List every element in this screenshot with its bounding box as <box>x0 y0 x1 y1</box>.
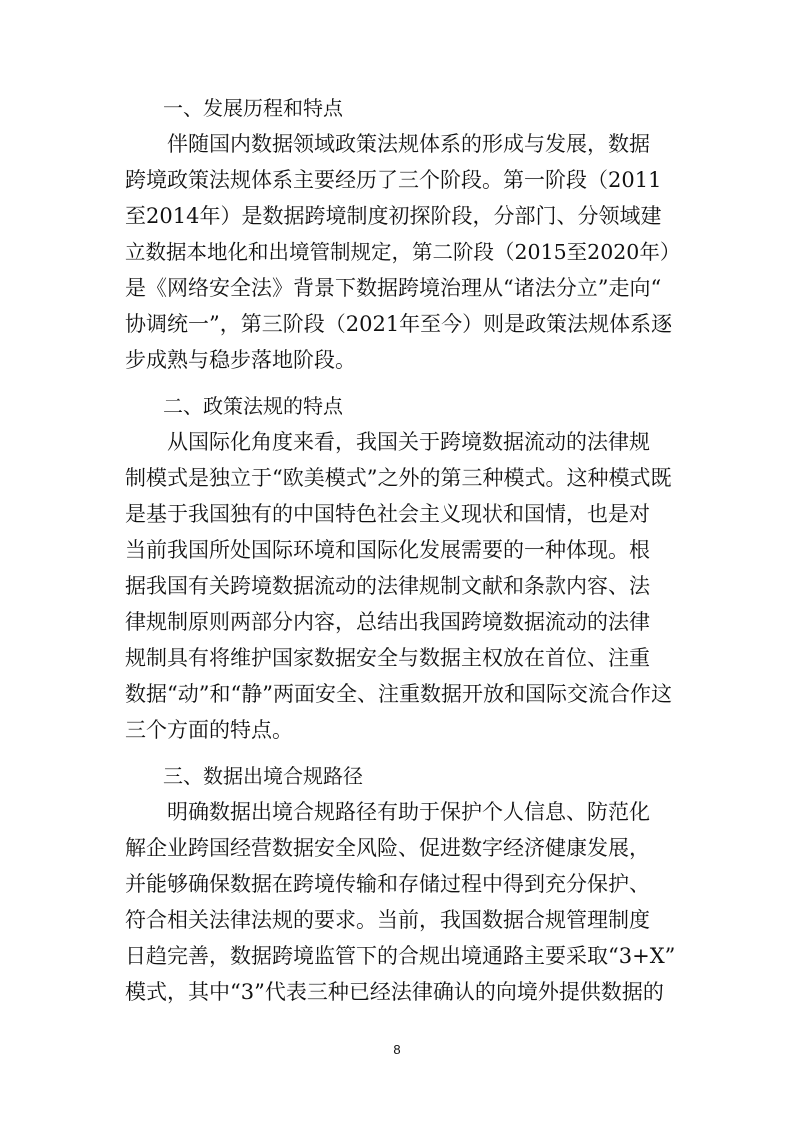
paragraph-line: 制模式是独立于“欧美模式”之外的第三种模式。这种模式既 <box>125 466 672 490</box>
paragraph-line: 协调统一”，第三阶段（2021年至今）则是政策法规体系逐 <box>125 312 673 336</box>
page-number: 8 <box>393 1042 401 1057</box>
paragraph-line: 至2014年）是数据跨境制度初探阶段，分部门、分领域建 <box>125 204 662 228</box>
paragraph-line: 是基于我国独有的中国特色社会主义现状和国情，也是对 <box>125 502 650 526</box>
paragraph-line: 规制具有将维护国家数据安全与数据主权放在首位、注重 <box>125 646 650 670</box>
paragraph-line: 明确数据出境合规路径有助于保护个人信息、防范化 <box>167 800 650 824</box>
paragraph-line: 立数据本地化和出境管制规定，第二阶段（2015至2020年） <box>125 240 681 264</box>
paragraph-line: 是《网络安全法》背景下数据跨境治理从“诸法分立”走向“ <box>125 276 662 300</box>
paragraph-line: 当前我国所处国际环境和国际化发展需要的一种体现。根 <box>125 538 650 562</box>
paragraph-line: 符合相关法律法规的要求。当前，我国数据合规管理制度 <box>125 908 650 932</box>
paragraph-line: 据我国有关跨境数据流动的法律规制文献和条款内容、法 <box>125 574 650 598</box>
paragraph-line: 从国际化角度来看，我国关于跨境数据流动的法律规 <box>167 430 650 454</box>
paragraph-line: 解企业跨国经营数据安全风险、促进数字经济健康发展， <box>125 836 650 860</box>
paragraph-line: 模式，其中“3”代表三种已经法律确认的向境外提供数据的 <box>125 980 664 1004</box>
paragraph-line: 律规制原则两部分内容，总结出我国跨境数据流动的法律 <box>125 610 650 634</box>
paragraph-line: 步成熟与稳步落地阶段。 <box>125 348 356 372</box>
paragraph-line: 日趋完善，数据跨境监管下的合规出境通路主要采取“3+X” <box>125 944 676 968</box>
paragraph-line: 伴随国内数据领域政策法规体系的形成与发展，数据 <box>167 132 650 156</box>
section-heading-3: 三、数据出境合规路径 <box>163 764 363 788</box>
section-heading-2: 二、政策法规的特点 <box>163 394 343 418</box>
paragraph-line: 三个方面的特点。 <box>125 718 293 742</box>
paragraph-line: 数据“动”和“静”两面安全、注重数据开放和国际交流合作这 <box>125 682 672 706</box>
paragraph-line: 并能够确保数据在跨境传输和存储过程中得到充分保护、 <box>125 872 650 896</box>
section-heading-1: 一、发展历程和特点 <box>163 96 343 120</box>
paragraph-line: 跨境政策法规体系主要经历了三个阶段。第一阶段（2011 <box>125 168 662 192</box>
